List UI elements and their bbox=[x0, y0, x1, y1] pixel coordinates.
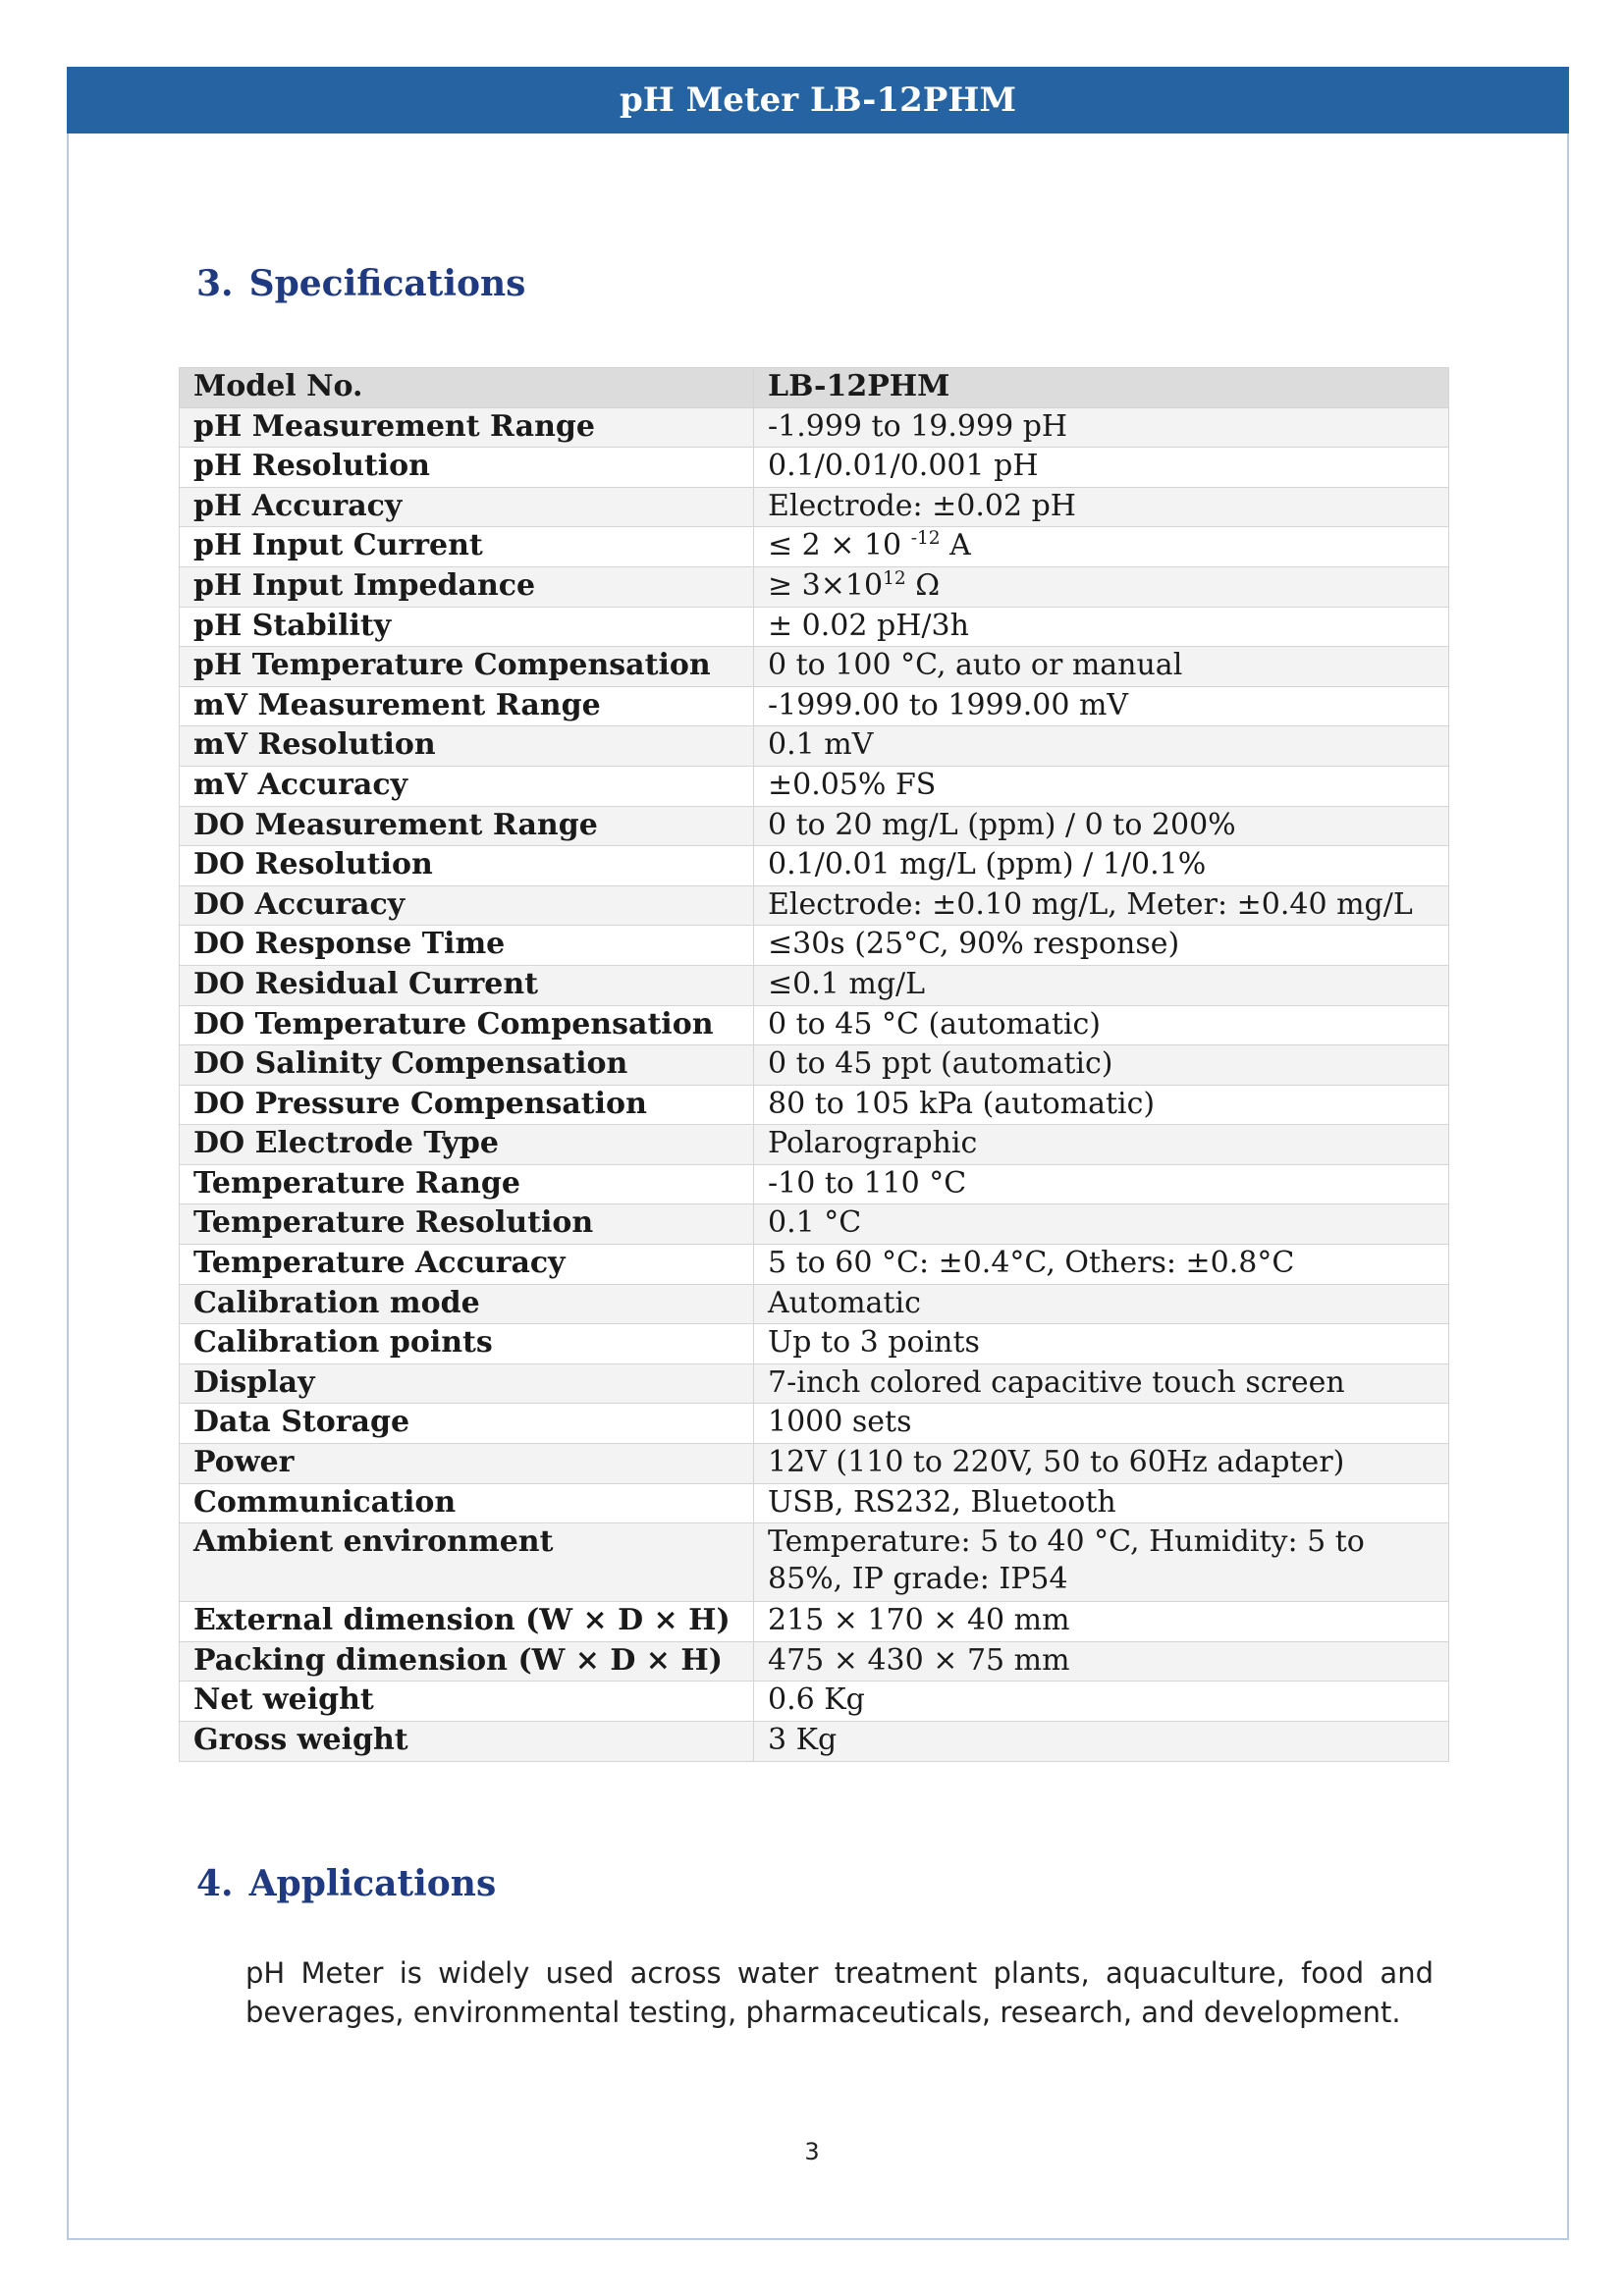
spec-label: pH Measurement Range bbox=[180, 407, 754, 448]
spec-label: Temperature Accuracy bbox=[180, 1245, 754, 1285]
spec-value-text: ≤ 2 × 10 bbox=[768, 528, 911, 563]
table-row bbox=[180, 686, 1449, 726]
spec-label: Temperature Range bbox=[180, 1164, 754, 1204]
page-number: 3 bbox=[804, 2138, 820, 2165]
spec-label: Ambient environment bbox=[180, 1523, 754, 1602]
spec-label: mV Accuracy bbox=[180, 766, 754, 806]
spec-label: DO Salinity Compensation bbox=[180, 1045, 754, 1086]
spec-value: 3 Kg bbox=[754, 1722, 1449, 1762]
header-value: LB-12PHM bbox=[754, 368, 1449, 408]
table-row bbox=[180, 726, 1449, 767]
spec-value: Polarographic bbox=[754, 1125, 1449, 1165]
spec-label: mV Measurement Range bbox=[180, 686, 754, 726]
spec-value-text: ≥ 3×10 bbox=[768, 567, 884, 603]
spec-value: 0.1/0.01 mg/L (ppm) / 1/0.1% bbox=[754, 846, 1449, 886]
header-label: Model No. bbox=[180, 368, 754, 408]
spec-value: Temperature: 5 to 40 °C, Humidity: 5 to 85%, IP grade: IP54 bbox=[754, 1523, 1449, 1602]
spec-label: DO Pressure Compensation bbox=[180, 1085, 754, 1125]
table-row bbox=[180, 885, 1449, 926]
table-row bbox=[180, 1602, 1449, 1642]
table-row bbox=[180, 806, 1449, 846]
table-row bbox=[180, 1363, 1449, 1404]
applications-paragraph: pH Meter is widely used across water treatment plants, aquaculture, food and beverages, environmental testing, pharmaceuticals, research, and development. bbox=[245, 1956, 1434, 2029]
spec-value: Electrode: ±0.02 pH bbox=[754, 487, 1449, 527]
table-row bbox=[180, 647, 1449, 687]
spec-value: -1.999 to 19.999 pH bbox=[754, 407, 1449, 448]
spec-value: 80 to 105 kPa (automatic) bbox=[754, 1085, 1449, 1125]
spec-label: DO Electrode Type bbox=[180, 1125, 754, 1165]
table-row bbox=[180, 607, 1449, 647]
spec-value: 0 to 45 °C (automatic) bbox=[754, 1005, 1449, 1045]
table-row bbox=[180, 846, 1449, 886]
table-row bbox=[180, 1005, 1449, 1045]
spec-label: DO Response Time bbox=[180, 926, 754, 966]
spec-value: ≤30s (25°C, 90% response) bbox=[754, 926, 1449, 966]
spec-label: Gross weight bbox=[180, 1722, 754, 1762]
spec-value: USB, RS232, Bluetooth bbox=[754, 1483, 1449, 1523]
spec-label: DO Accuracy bbox=[180, 885, 754, 926]
spec-value: ±0.05% FS bbox=[754, 766, 1449, 806]
spec-label: DO Resolution bbox=[180, 846, 754, 886]
spec-value: ± 0.02 pH/3h bbox=[754, 607, 1449, 647]
table-row bbox=[180, 1125, 1449, 1165]
spec-label: DO Measurement Range bbox=[180, 806, 754, 846]
table-row bbox=[180, 1444, 1449, 1484]
specifications-heading bbox=[196, 263, 525, 304]
spec-value: 0 to 100 °C, auto or manual bbox=[754, 647, 1449, 687]
spec-label: pH Stability bbox=[180, 607, 754, 647]
table-row bbox=[180, 926, 1449, 966]
section-title: Applications bbox=[248, 1863, 497, 1904]
table-row bbox=[180, 1523, 1449, 1602]
spec-value bbox=[754, 527, 1449, 567]
spec-value: Automatic bbox=[754, 1284, 1449, 1324]
table-row bbox=[180, 1284, 1449, 1324]
table-header-row bbox=[180, 368, 1449, 408]
spec-value: 0.1 mV bbox=[754, 726, 1449, 767]
spec-label: DO Residual Current bbox=[180, 965, 754, 1005]
spec-label: pH Accuracy bbox=[180, 487, 754, 527]
table-row bbox=[180, 527, 1449, 567]
spec-label: pH Resolution bbox=[180, 448, 754, 488]
spec-label: Net weight bbox=[180, 1682, 754, 1722]
spec-value: 1000 sets bbox=[754, 1404, 1449, 1444]
specifications-table bbox=[179, 367, 1449, 1762]
table-row bbox=[180, 1085, 1449, 1125]
spec-value: -1999.00 to 1999.00 mV bbox=[754, 686, 1449, 726]
table-row bbox=[180, 1404, 1449, 1444]
spec-label: pH Input Impedance bbox=[180, 566, 754, 607]
spec-value: 0 to 20 mg/L (ppm) / 0 to 200% bbox=[754, 806, 1449, 846]
spec-label: pH Input Current bbox=[180, 527, 754, 567]
spec-value-exponent: 12 bbox=[883, 567, 906, 589]
table-row bbox=[180, 448, 1449, 488]
table-row bbox=[180, 1204, 1449, 1245]
applications-heading bbox=[196, 1863, 496, 1904]
spec-value: 12V (110 to 220V, 50 to 60Hz adapter) bbox=[754, 1444, 1449, 1484]
spec-label: DO Temperature Compensation bbox=[180, 1005, 754, 1045]
spec-value: 7-inch colored capacitive touch screen bbox=[754, 1363, 1449, 1404]
spec-value bbox=[754, 566, 1449, 607]
spec-label: mV Resolution bbox=[180, 726, 754, 767]
table-row bbox=[180, 766, 1449, 806]
section-number: 4. bbox=[196, 1863, 234, 1904]
table-row bbox=[180, 566, 1449, 607]
table-row bbox=[180, 1045, 1449, 1086]
table-row bbox=[180, 1164, 1449, 1204]
spec-label: Communication bbox=[180, 1483, 754, 1523]
spec-label: Packing dimension (W × D × H) bbox=[180, 1641, 754, 1682]
spec-value-unit: Ω bbox=[905, 567, 941, 603]
spec-label: Calibration mode bbox=[180, 1284, 754, 1324]
spec-value: ≤0.1 mg/L bbox=[754, 965, 1449, 1005]
spec-label: Data Storage bbox=[180, 1404, 754, 1444]
spec-value: -10 to 110 °C bbox=[754, 1164, 1449, 1204]
spec-value: 0 to 45 ppt (automatic) bbox=[754, 1045, 1449, 1086]
table-row bbox=[180, 1245, 1449, 1285]
spec-label: Calibration points bbox=[180, 1324, 754, 1364]
table-row bbox=[180, 1722, 1449, 1762]
table-row bbox=[180, 1641, 1449, 1682]
spec-value: Electrode: ±0.10 mg/L, Meter: ±0.40 mg/L bbox=[754, 885, 1449, 926]
table-row bbox=[180, 1682, 1449, 1722]
spec-label: Power bbox=[180, 1444, 754, 1484]
spec-label: pH Temperature Compensation bbox=[180, 647, 754, 687]
document-header: pH Meter LB-12PHM bbox=[67, 67, 1569, 133]
spec-value: 475 × 430 × 75 mm bbox=[754, 1641, 1449, 1682]
table-row bbox=[180, 487, 1449, 527]
spec-value-exponent: -12 bbox=[910, 528, 941, 550]
section-title: Specifications bbox=[248, 263, 526, 304]
table-row bbox=[180, 1324, 1449, 1364]
spec-value: 5 to 60 °C: ±0.4°C, Others: ±0.8°C bbox=[754, 1245, 1449, 1285]
spec-label: Temperature Resolution bbox=[180, 1204, 754, 1245]
spec-value: 0.1 °C bbox=[754, 1204, 1449, 1245]
spec-label: Display bbox=[180, 1363, 754, 1404]
section-number: 3. bbox=[196, 263, 234, 304]
spec-value: 0.1/0.01/0.001 pH bbox=[754, 448, 1449, 488]
spec-value: 215 × 170 × 40 mm bbox=[754, 1602, 1449, 1642]
spec-value: Up to 3 points bbox=[754, 1324, 1449, 1364]
spec-value: 0.6 Kg bbox=[754, 1682, 1449, 1722]
table-row bbox=[180, 1483, 1449, 1523]
table-row bbox=[180, 965, 1449, 1005]
spec-label: External dimension (W × D × H) bbox=[180, 1602, 754, 1642]
spec-value-unit: A bbox=[940, 528, 971, 563]
table-row bbox=[180, 407, 1449, 448]
